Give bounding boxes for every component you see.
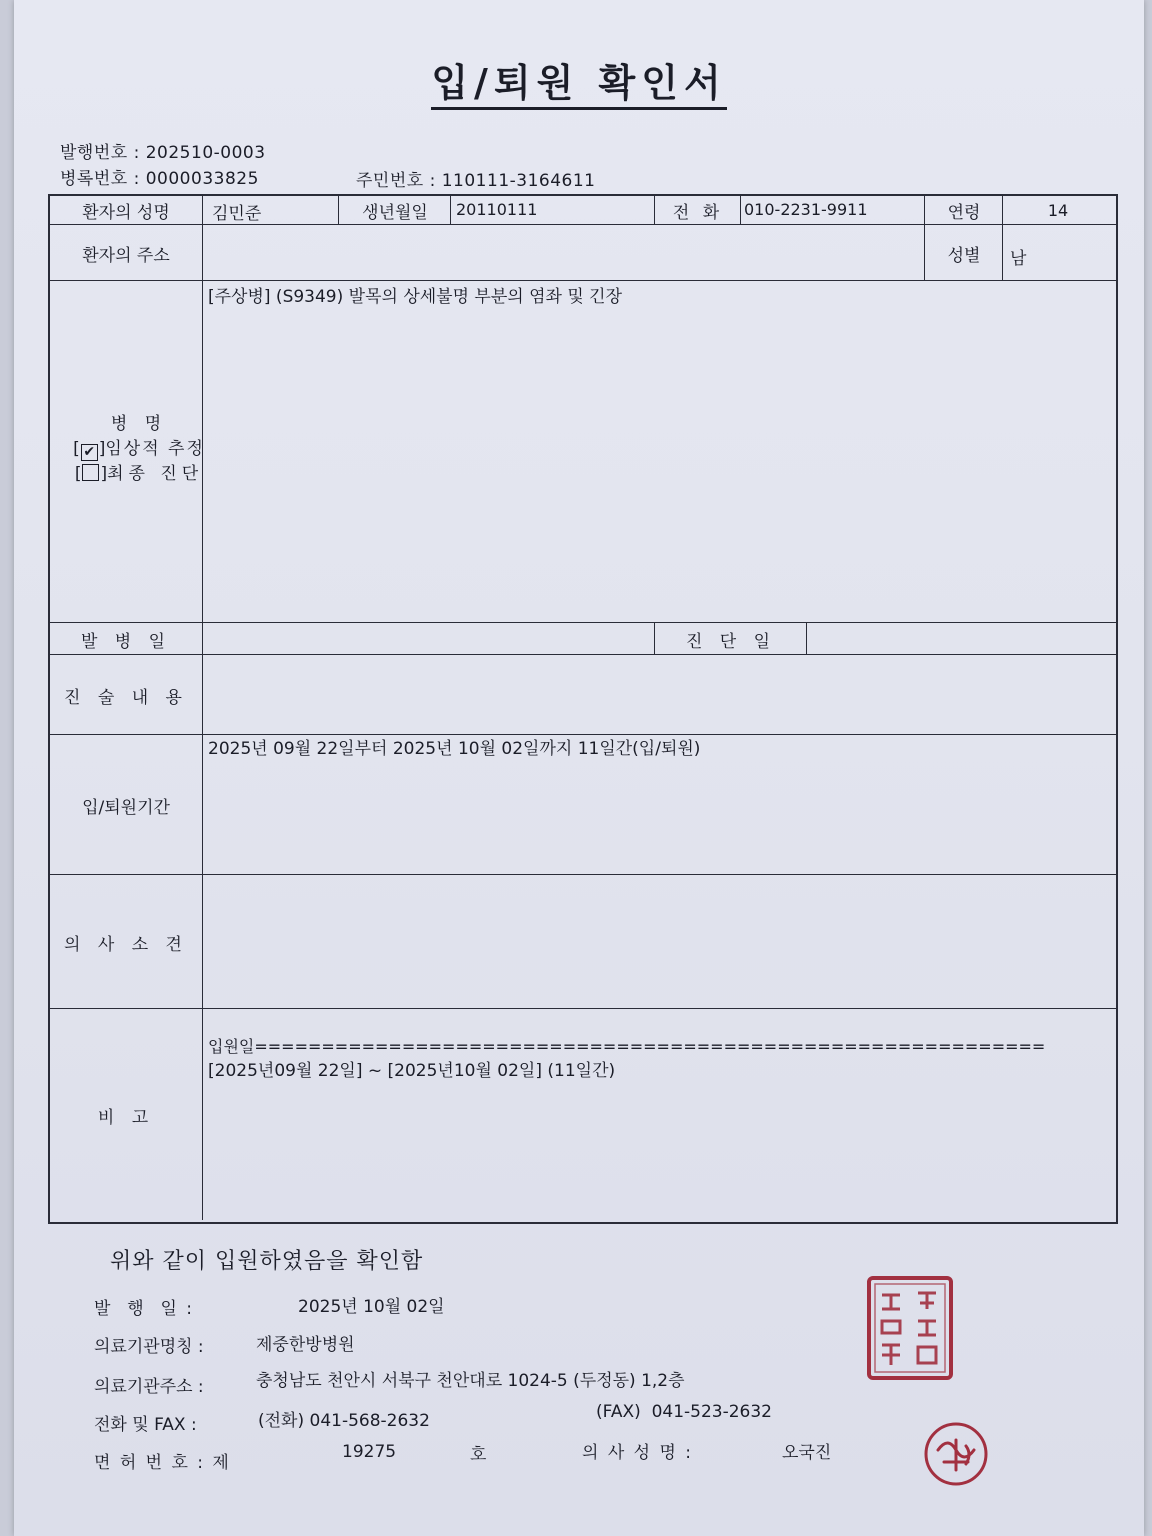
opinion-label: 의 사 소 견 xyxy=(64,934,188,955)
institution-address-label: 의료기관주소 : xyxy=(94,1377,204,1397)
institution-name: 제중한방병원 xyxy=(256,1335,355,1355)
statement-label: 진 술 내 용 xyxy=(64,687,188,708)
doctor-name: 오국진 xyxy=(782,1443,832,1463)
disease-text: [주상병] (S9349) 발목의 상세불명 부분의 염좌 및 긴장 xyxy=(208,287,623,307)
resident-number: 주민번호 : 110111-3164611 xyxy=(356,171,596,191)
age-value: 14 xyxy=(1047,200,1069,220)
phone-label: 전 화 xyxy=(672,202,724,223)
doctor-name-label: 의 사 성 명 : xyxy=(582,1443,694,1463)
hospital-seal-icon xyxy=(866,1275,954,1381)
license-number: 19275 xyxy=(342,1442,397,1462)
address-label: 환자의 주소 xyxy=(82,245,170,266)
age-label: 연령 xyxy=(947,202,981,223)
issue-date-label: 발 행 일 : xyxy=(94,1299,195,1319)
institution-address: 충청남도 천안시 서북구 천안대로 1024-5 (두정동) 1,2층 xyxy=(256,1371,685,1391)
institution-label: 의료기관명칭 : xyxy=(94,1337,204,1357)
diagnosis-date-label: 진 단 일 xyxy=(685,631,777,652)
onset-label: 발 병 일 xyxy=(80,631,172,652)
disease-label: 병 명 xyxy=(110,414,168,434)
license-suffix: 호 xyxy=(470,1445,487,1465)
issue-date-value: 2025년 10월 02일 xyxy=(298,1297,445,1317)
sex-value: 남 xyxy=(1010,249,1027,269)
document-title: 입/퇴원 확인서 xyxy=(14,58,1144,108)
issue-number: 발행번호 : 202510-0003 xyxy=(60,143,266,163)
record-number: 병록번호 : 0000033825 xyxy=(60,169,259,189)
institution-phone: (전화) 041-568-2632 xyxy=(258,1411,430,1431)
doctor-signature-seal-icon xyxy=(922,1420,990,1488)
period-label: 입/퇴원기간 xyxy=(82,797,170,818)
remarks-line-2: [2025년09월 22일] ~ [2025년10월 02일] (11일간) xyxy=(208,1061,616,1081)
period-value: 2025년 09월 22일부터 2025년 10월 02일까지 11일간(입/퇴원) xyxy=(208,739,701,759)
document-page xyxy=(14,0,1144,1536)
institution-fax: (FAX) 041-523-2632 xyxy=(596,1402,772,1422)
remarks-label: 비 고 xyxy=(97,1107,155,1128)
phone-number: 010-2231-9911 xyxy=(744,200,868,219)
sex-label: 성별 xyxy=(947,245,981,266)
patient-name-label: 환자의 성명 xyxy=(82,202,170,223)
birth-date: 20110111 xyxy=(456,200,538,219)
clinical-estimate-option: [ ✔ ]임상적 추정 xyxy=(73,439,205,460)
phone-fax-label: 전화 및 FAX : xyxy=(94,1415,197,1435)
remarks-line-1: 입원일=========================================================== xyxy=(208,1037,1046,1056)
confirmation-statement: 위와 같이 입원하였음을 확인함 xyxy=(110,1249,424,1274)
license-label: 면 허 번 호 : 제 xyxy=(94,1453,231,1473)
patient-name: 김민준 xyxy=(212,204,262,224)
birth-label: 생년월일 xyxy=(362,202,428,223)
clinical-estimate-checkbox[interactable]: ✔ xyxy=(81,444,98,461)
disease-label-block xyxy=(62,412,216,487)
final-diagnosis-option: [ ]최종 진단 xyxy=(74,464,204,484)
final-diagnosis-checkbox[interactable] xyxy=(82,464,99,481)
